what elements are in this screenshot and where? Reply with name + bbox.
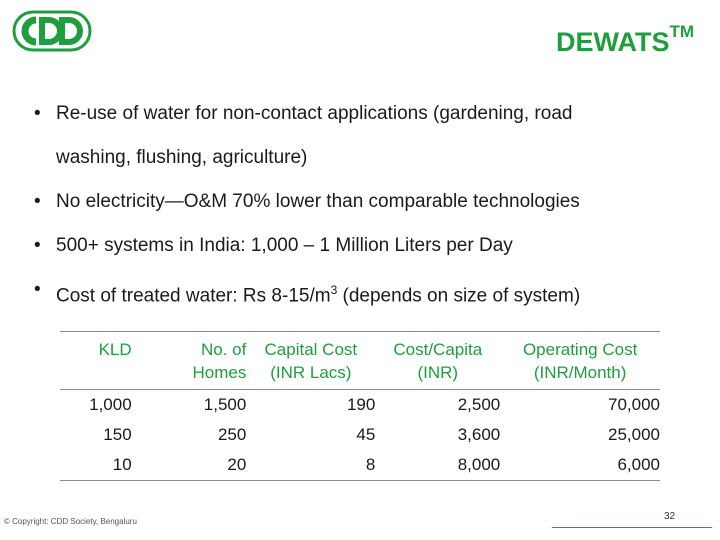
bullet-item xyxy=(34,268,694,318)
table-cell: 2,500 xyxy=(457,395,501,414)
copyright-footer: © Copyright: CDD Society, Bengaluru xyxy=(4,517,137,526)
table-cell: 25,000 xyxy=(608,425,660,444)
title-main: DEWATS xyxy=(555,27,670,57)
header-homes: No. of Homes xyxy=(132,332,247,390)
table-cell: 3,600 xyxy=(457,425,501,444)
table-cell: 6,000 xyxy=(500,450,660,481)
table-cell: 1,000 xyxy=(89,395,132,414)
table-cell: 70,000 xyxy=(608,395,660,414)
table-cell: 250 xyxy=(217,425,247,444)
header-cost-capita: Cost/Capita (INR) xyxy=(375,332,500,390)
bullet-text: No electricity—O&M 70% lower than comparable technologies xyxy=(56,191,580,212)
table-cell: 190 xyxy=(346,395,376,414)
bullet-item xyxy=(34,224,694,268)
bullet-continuation xyxy=(34,136,694,180)
header-kld: KLD xyxy=(60,332,132,390)
bullet-item xyxy=(34,180,694,224)
bullet-text: Re-use of water for non-contact applications (gardening, road xyxy=(56,103,573,124)
header-operating-cost: Operating Cost (INR/Month) xyxy=(500,332,660,390)
bullet-text: washing, flushing, agriculture) xyxy=(56,147,308,168)
bullet-text: Cost of treated water: Rs 8-15/m xyxy=(56,285,331,307)
footer-divider xyxy=(552,527,712,528)
page-number: 32 xyxy=(664,511,676,522)
table-cell: 8,000 xyxy=(375,450,500,481)
table-cell: 10 xyxy=(60,450,132,481)
table-row xyxy=(60,390,660,421)
table-cell: 1,500 xyxy=(203,395,247,414)
table-cell: 20 xyxy=(132,450,247,481)
table-header-row xyxy=(60,332,660,390)
table-cell: 45 xyxy=(356,425,376,444)
slide-title xyxy=(555,22,694,58)
cost-table xyxy=(60,331,660,481)
title-trademark: TM xyxy=(669,22,694,41)
table-cell: 150 xyxy=(103,425,132,444)
table-row xyxy=(60,450,660,481)
bullet-item xyxy=(34,92,694,136)
bullet-text: (depends on size of system) xyxy=(337,285,581,307)
bullet-text: 500+ systems in India: 1,000 – 1 Million Liters per Day xyxy=(56,235,513,256)
table-row xyxy=(60,420,660,450)
cdd-logo xyxy=(12,10,92,52)
header-capital-cost: Capital Cost (INR Lacs) xyxy=(246,332,375,390)
table-cell: 8 xyxy=(246,450,375,481)
superscript: 3 xyxy=(330,283,338,297)
bullet-list xyxy=(34,92,694,318)
